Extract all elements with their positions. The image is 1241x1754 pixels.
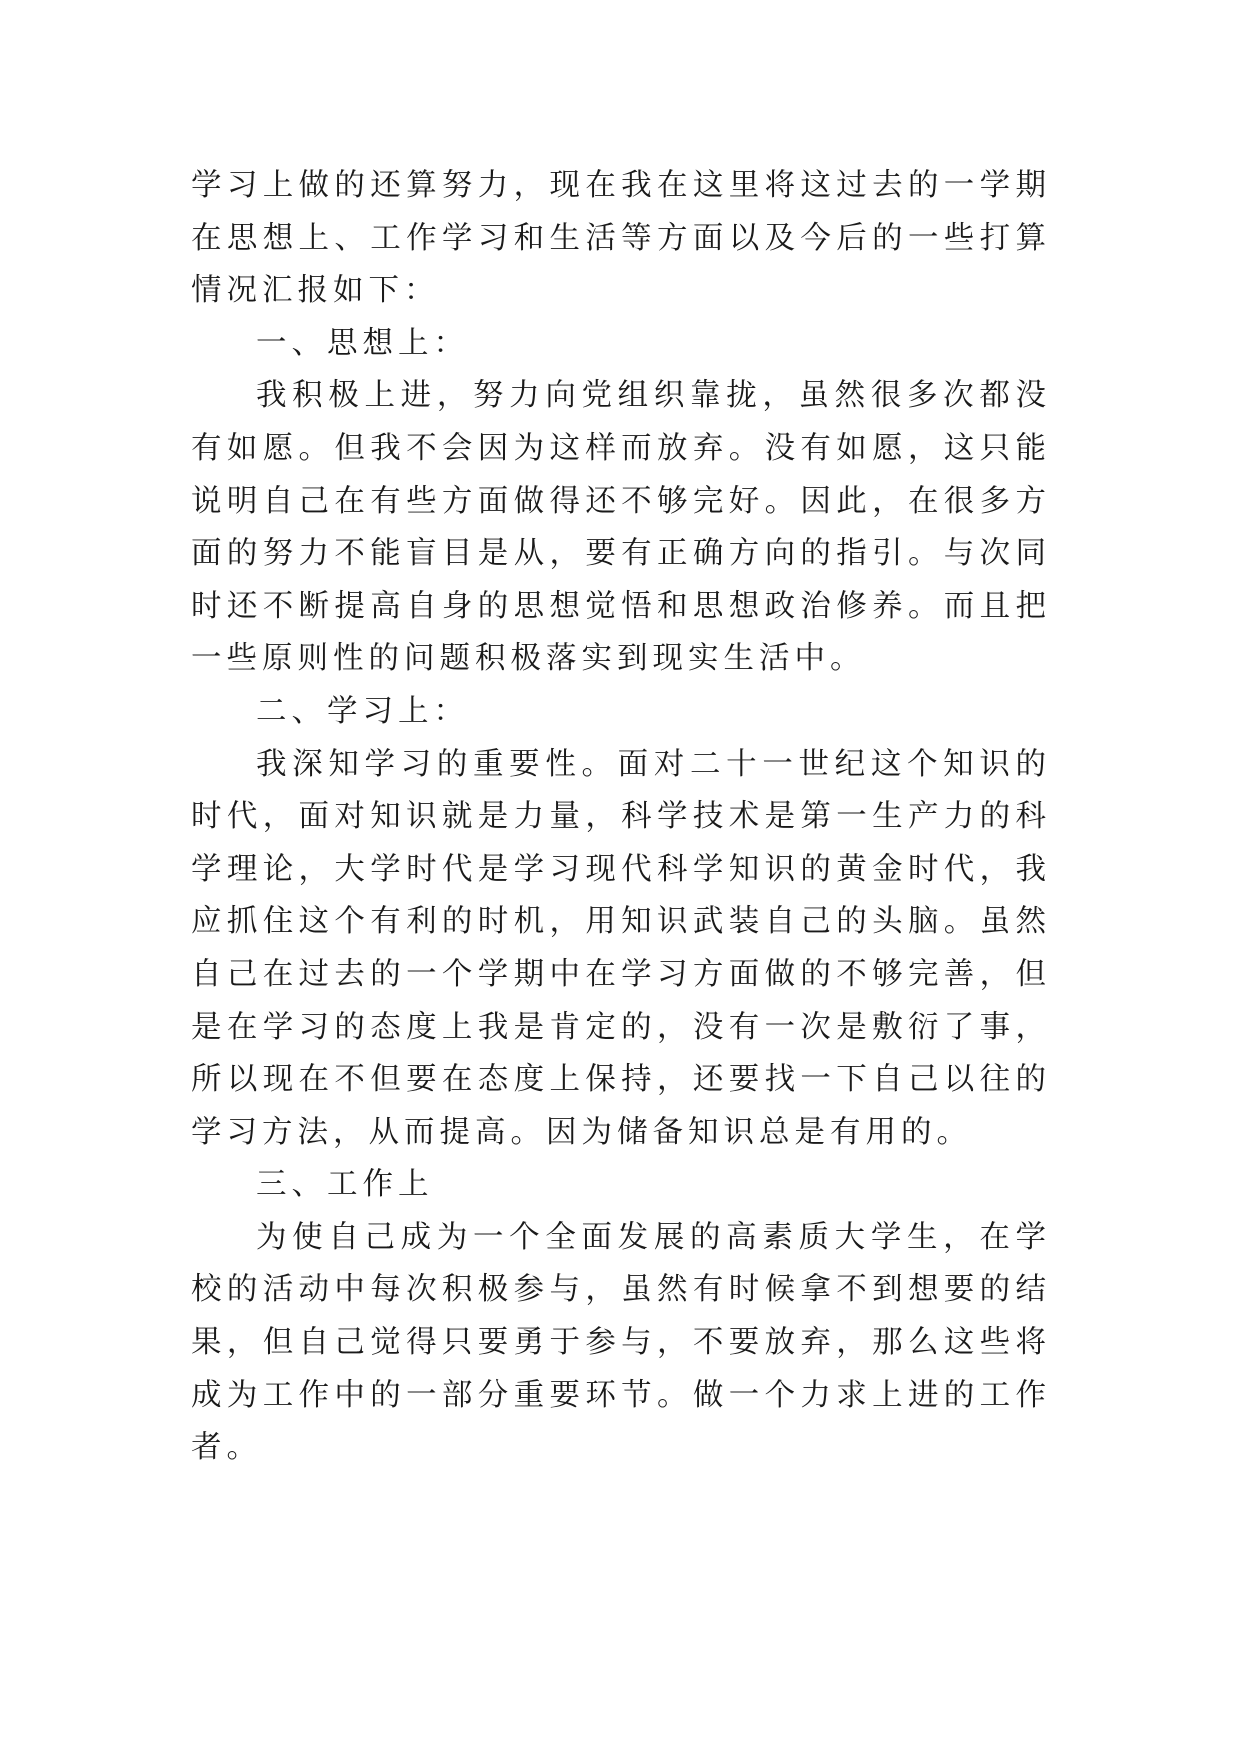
paragraph-study: 我深知学习的重要性。面对二十一世纪这个知识的时代，面对知识就是力量，科学技术是第一生产力的科学理论，大学时代是学习现代科学知识的黄金时代，我应抓住这个有利的时机，用知识武装自己的头脑。虽然自己在过去的一个学期中在学习方面做的不够完善，但是在学习的态度上我是肯定的，没有一次是敷衍了事，所以现在不但要在态度上保持，还要找一下自己以往的学习方法，从而提高。因为储备知识总是有用的。 [191, 746, 1051, 1150]
document-body [191, 160, 1051, 1475]
section-heading-thought: 一、思想上： [256, 325, 469, 361]
paragraph-work: 为使自己成为一个全面发展的高素质大学生，在学校的活动中每次积极参与，虽然有时候拿不到想要的结果，但自己觉得只要勇于参与，不要放弃，那么这些将成为工作中的一部分重要环节。做一个力求上进的工作者。 [191, 1219, 1051, 1466]
section-heading-study: 二、学习上： [256, 693, 469, 729]
section-heading-work: 三、工作上 [256, 1167, 434, 1203]
paragraph-thought: 我积极上进，努力向党组织靠拢，虽然很多次都没有如愿。但我不会因为这样而放弃。没有如愿，这只能说明自己在有些方面做得还不够完好。因此，在很多方面的努力不能盲目是从，要有正确方向的指引。与次同时还不断提高自身的思想觉悟和思想政治修养。而且把一些原则性的问题积极落实到现实生活中。 [191, 378, 1051, 677]
paragraph-intro-continuation: 学习上做的还算努力，现在我在这里将这过去的一学期在思想上、工作学习和生活等方面以及今后的一些打算情况汇报如下： [191, 168, 1051, 309]
